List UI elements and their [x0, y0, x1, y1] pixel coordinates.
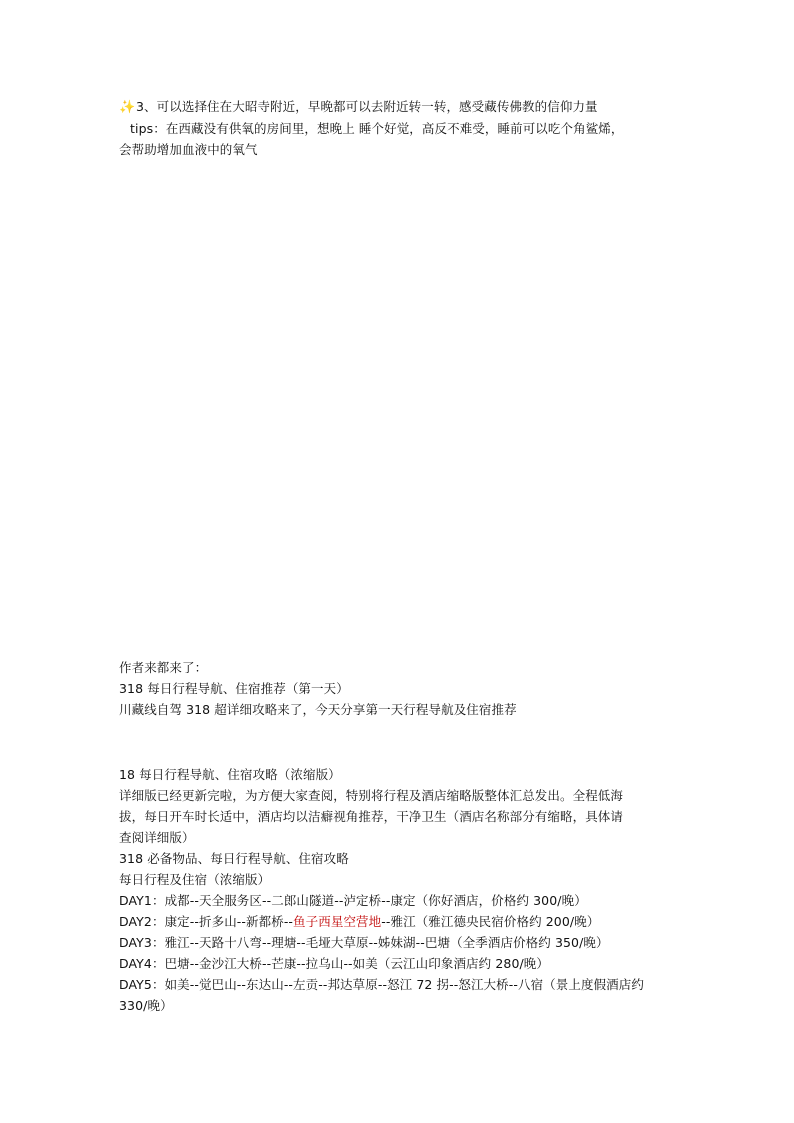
point-3-text: 3、可以选择住在大昭寺附近，早晚都可以去附近转一转，感受藏传佛教的信仰力量	[136, 99, 598, 114]
day2-line	[119, 911, 684, 932]
day4-line: DAY4：巴塘--金沙江大桥--芒康--拉乌山--如美（云江山印象酒店约 280/晚）	[119, 956, 550, 971]
day5-line-2: 330/晚）	[119, 998, 173, 1013]
summary-heading: 18 每日行程导航、住宿攻略（浓缩版）	[119, 767, 341, 782]
day5-line-1: DAY5：如美--觉巴山--东达山--左贡--邦达草原--怒江 72 拐--怒江大桥--八宿（景上度假酒店约	[119, 977, 644, 992]
summary-para-line-3: 查阅详细版）	[119, 830, 195, 845]
author-line: 作者来都来了：	[119, 660, 208, 675]
day1-intro-line: 川藏线自驾 318 超详细攻略来了，今天分享第一天行程导航及住宿推荐	[119, 702, 517, 717]
tips-line-1: tips：在西藏没有供氧的房间里，想晚上 睡个好觉，高反不难受，睡前可以吃个角鲨烯，	[130, 121, 624, 136]
day3-line: DAY3：雅江--天路十八弯--理塘--毛垭大草原--姊妹湖--巴塘（全季酒店价格约 350/晚）	[119, 935, 609, 950]
summary-section	[119, 764, 684, 1016]
day1-line: DAY1：成都--天全服务区--二郎山隧道--泸定桥--康定（你好酒店，价格约 300/晚）	[119, 893, 587, 908]
summary-para-line-2: 拔，每日开车时长适中，酒店均以洁癖视角推荐，干净卫生（酒店名称部分有缩略，具体请	[119, 809, 624, 824]
day1-title-line: 318 每日行程导航、住宿推荐（第一天）	[119, 681, 349, 696]
point-3-line	[119, 96, 684, 118]
day2-highlight: 鱼子西星空营地	[293, 914, 382, 929]
day2-text-pre: DAY2：康定--折多山--新都桥--	[119, 914, 294, 929]
essentials-line: 318 必备物品、每日行程导航、住宿攻略	[119, 851, 349, 866]
itinerary-heading: 每日行程及住宿（浓缩版）	[119, 872, 271, 887]
author-section	[119, 657, 684, 720]
tips-line-2: 会帮助增加血液中的氧气	[119, 142, 258, 157]
day2-text-post: --雅江（雅江德央民宿价格约 200/晚）	[381, 914, 600, 929]
summary-para-line-1: 详细版已经更新完啦，为方便大家查阅，特别将行程及酒店缩略版整体汇总发出。全程低海	[119, 788, 624, 803]
intro-section	[119, 96, 684, 160]
sparkle-icon: ✨	[119, 100, 136, 115]
